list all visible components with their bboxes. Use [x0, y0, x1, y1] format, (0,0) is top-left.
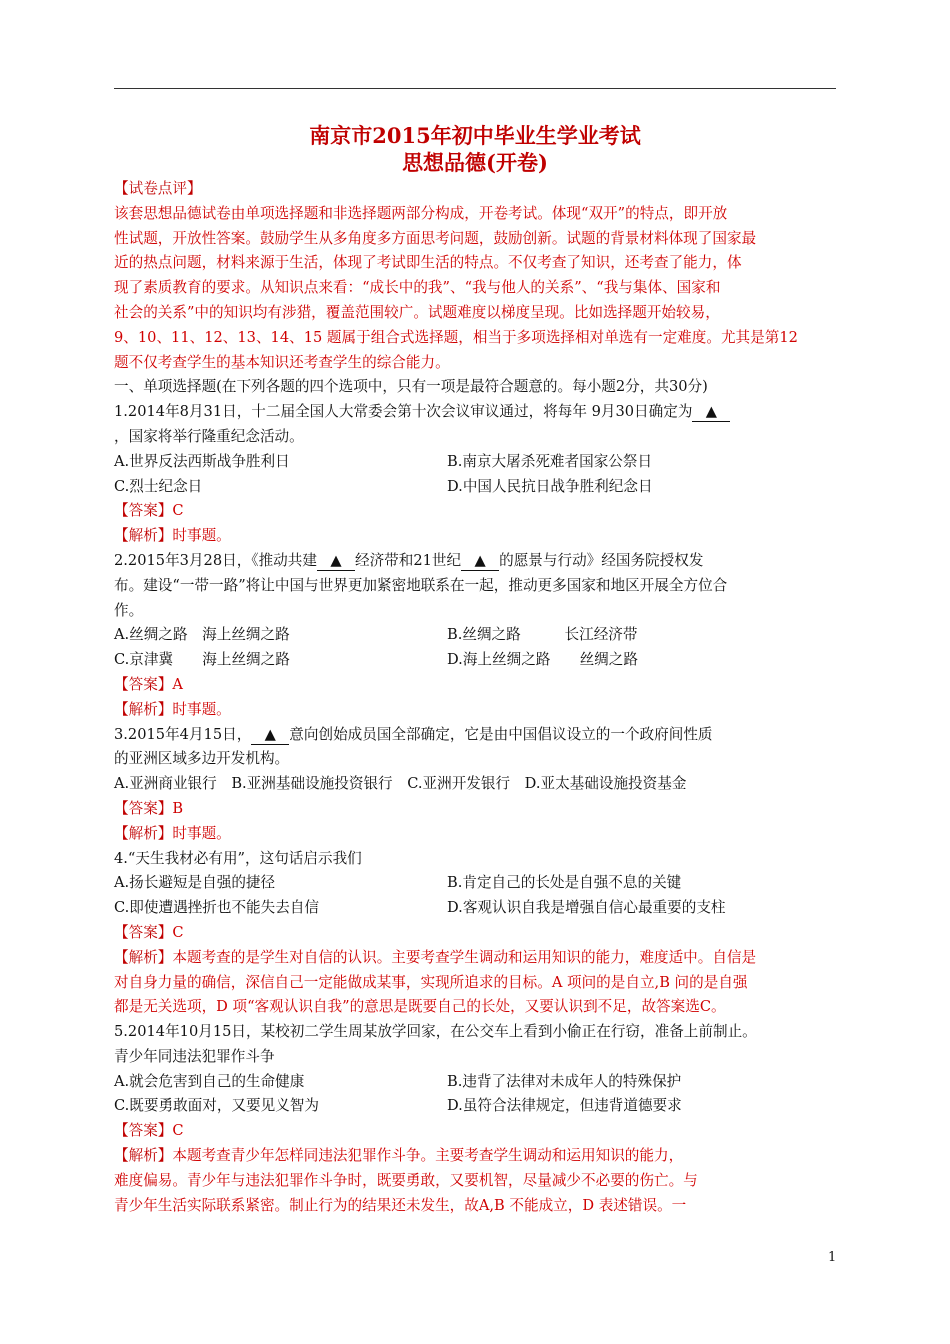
question-2-options-row [114, 623, 840, 648]
option-d: D.海上丝绸之路 丝绸之路 [447, 651, 638, 669]
analysis-label: 【解析】 [114, 700, 173, 718]
review-line: 社会的关系”中的知识均有涉猎，覆盖范围较广。试题难度以梯度呈现。比如选择题开始较易， [114, 303, 720, 321]
question-4-analysis [114, 946, 840, 971]
question-1-options-row [114, 475, 840, 500]
answer-blank: ▲ [251, 726, 289, 745]
question-5-analysis [114, 1144, 840, 1169]
question-2-answer [114, 673, 840, 698]
exam-subtitle: 思想品德(开卷) [402, 150, 548, 175]
question-2-analysis [114, 698, 840, 723]
analysis-label: 【解析】 [114, 824, 173, 842]
question-2-text: 的愿景与行动》经国务院授权发 [499, 551, 704, 569]
analysis-text: 时事题。 [172, 824, 231, 842]
question-2-stem [114, 549, 840, 574]
analysis-text: 都是无关选项，D 项“客观认识自我”的意思是既要自己的长处，又要认识到不足，故答案选C。 [114, 998, 726, 1016]
analysis-text: 时事题。 [172, 700, 231, 718]
question-3-text: 意向创始成员国全部确定，它是由中国倡议设立的一个政府间性质 [289, 725, 713, 743]
question-1-stem [114, 400, 840, 425]
answer-label: 【答案】 [114, 923, 173, 941]
answer-value: C [172, 502, 184, 520]
analysis-label: 【解析】 [114, 527, 173, 545]
question-3-text: 3.2015年4月15日， [114, 725, 252, 743]
exam-content [114, 177, 840, 1218]
option-b: B.违背了法律对未成年人的特殊保护 [447, 1072, 682, 1090]
question-2-stem-cont: 作。 [114, 601, 144, 619]
option-b: B.肯定自己的长处是自强不息的关键 [447, 874, 682, 892]
question-5-options-row [114, 1094, 840, 1119]
review-line: 近的热点问题，材料来源于生活，体现了考试即生活的特点。不仅考查了知识，还考查了能力，体 [114, 254, 742, 272]
question-3-stem [114, 723, 840, 748]
option-a: A.扬长避短是自强的捷径 [114, 874, 276, 892]
answer-label: 【答案】 [114, 502, 173, 520]
review-line: 该套思想品德试卷由单项选择题和非选择题两部分构成，开卷考试。体现“双开”的特点，即开放 [114, 204, 728, 222]
question-4-options-row [114, 871, 840, 896]
question-2-stem-cont: 布。建设“一带一路”将让中国与世界更加紧密地联系在一起，推动更多国家和地区开展全方位合 [114, 576, 728, 594]
option-c: C.烈士纪念日 [114, 477, 203, 495]
analysis-text: 本题考查青少年怎样同违法犯罪作斗争。主要考查学生调动和运用知识的能力， [172, 1147, 684, 1165]
option-d: D.虽符合法律规定，但违背道德要求 [447, 1097, 682, 1115]
option-a: A.丝绸之路 海上丝绸之路 [114, 626, 290, 644]
question-1-analysis [114, 524, 840, 549]
option-d: D.中国人民抗日战争胜利纪念日 [447, 477, 653, 495]
option-c: C.京津冀 海上丝绸之路 [114, 651, 290, 669]
question-2-text: 经济带和21世纪 [354, 551, 462, 569]
answer-label: 【答案】 [114, 799, 173, 817]
option-b: B.南京大屠杀死难者国家公祭日 [447, 452, 653, 470]
question-5-answer [114, 1119, 840, 1144]
option-c: C.即使遭遇挫折也不能失去自信 [114, 899, 320, 917]
review-label: 【试卷点评】 [114, 180, 202, 197]
question-1-options-row [114, 450, 840, 475]
question-4-stem: 4.“天生我材必有用”，这句话启示我们 [114, 849, 362, 867]
analysis-label: 【解析】 [114, 948, 173, 966]
question-3-stem-cont: 的亚洲区域多边开发机构。 [114, 750, 290, 768]
answer-blank: ▲ [317, 552, 355, 571]
review-line: 9、10、11、12、13、14、15 题属于组合式选择题，相当于多项选择相对单选有一定难度。尤其是第12 [114, 328, 798, 346]
question-1-stem-cont: ，国家将举行隆重纪念活动。 [114, 427, 304, 445]
option-b: B.丝绸之路 长江经济带 [447, 626, 638, 644]
section-heading: 一、单项选择题(在下列各题的四个选项中，只有一项是最符合题意的。每小题2分，共30分) [114, 378, 708, 396]
question-3-analysis [114, 822, 840, 847]
question-5-stem: 5.2014年10月15日，某校初二学生周某放学回家，在公交车上看到小偷正在行窃，准备上前制止。 [114, 1023, 757, 1041]
question-4-answer [114, 921, 840, 946]
analysis-text: 对自身力量的确信，深信自己一定能做成某事，实现所追求的目标。A 项问的是自立,B 问的是自强 [114, 973, 748, 991]
option-d: D.客观认识自我是增强自信心最重要的支柱 [447, 899, 726, 917]
question-3-options: A.亚洲商业银行 B.亚洲基础设施投资银行 C.亚洲开发银行 D.亚太基础设施投资基金 [114, 775, 687, 793]
question-1-answer [114, 499, 840, 524]
analysis-text: 本题考查的是学生对自信的认识。主要考查学生调动和运用知识的能力，难度适中。自信是 [172, 948, 757, 966]
question-2-text: 2.2015年3月28日，《推动共建 [114, 551, 317, 569]
answer-blank: ▲ [692, 403, 730, 422]
page-number: 1 [828, 1250, 837, 1265]
exam-title: 南京市2015年初中毕业生学业考试 [309, 123, 641, 148]
option-a: A.世界反法西斯战争胜利日 [114, 452, 290, 470]
question-2-options-row [114, 648, 840, 673]
option-c: C.既要勇敢面对，又要见义智为 [114, 1097, 320, 1115]
review-line: 性试题，开放性答案。鼓励学生从多角度多方面思考问题，鼓励创新。试题的背景材料体现了国家最 [114, 229, 757, 247]
option-a: A.就会危害到自己的生命健康 [114, 1072, 305, 1090]
answer-label: 【答案】 [114, 1122, 173, 1140]
review-line: 题不仅考查学生的基本知识还考查学生的综合能力。 [114, 353, 450, 371]
answer-value: C [172, 1122, 184, 1140]
analysis-text: 时事题。 [172, 527, 231, 545]
answer-value: B [172, 799, 184, 817]
analysis-text: 难度偏易。青少年与违法犯罪作斗争时，既要勇敢，又要机智，尽量减少不必要的伤亡。与 [114, 1171, 698, 1189]
analysis-text: 青少年生活实际联系紧密。制止行为的结果还未发生，故A,B 不能成立，D 表述错误。一 [114, 1196, 687, 1214]
header-rule [114, 88, 836, 89]
question-3-answer [114, 797, 840, 822]
question-4-options-row [114, 896, 840, 921]
review-line: 现了素质教育的要求。从知识点来看：“成长中的我”、“我与他人的关系”、“我与集体、国家和 [114, 279, 721, 297]
answer-blank: ▲ [461, 552, 499, 571]
answer-value: C [172, 923, 184, 941]
answer-label: 【答案】 [114, 675, 173, 693]
analysis-label: 【解析】 [114, 1147, 173, 1165]
question-5-options-row [114, 1070, 840, 1095]
question-1-text: 1.2014年8月31日，十二届全国人大常委会第十次会议审议通过，将每年 9月30日确定为 [114, 403, 693, 421]
answer-value: A [172, 675, 183, 693]
question-5-stem-cont: 青少年同违法犯罪作斗争 [114, 1047, 275, 1065]
